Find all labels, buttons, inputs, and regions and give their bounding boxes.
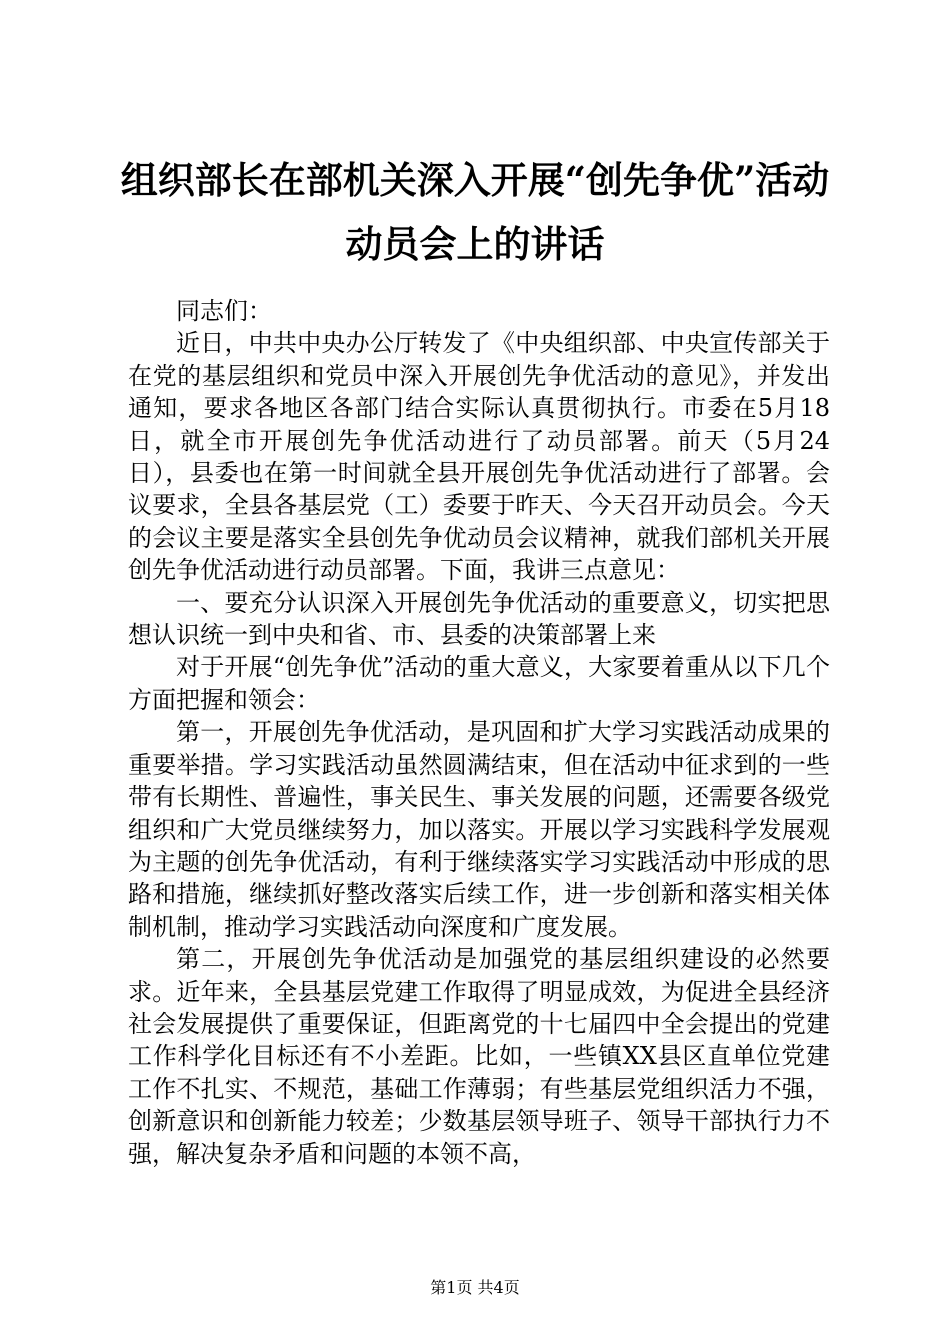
- body-paragraph: 第一，开展创先争优活动，是巩固和扩大学习实践活动成果的重要举措。学习实践活动虽然圆满结束，但在活动中征求到的一些带有长期性、普遍性，事关民生、事关发展的问题，还需要各级党组织和广大党员继续努力，加以落实。开展以学习实践科学发展观为主题的创先争优活动，有利于继续落实学习实践活动中形成的思路和措施，继续抓好整改落实后续工作，进一步创新和落实相关体制机制，推动学习实践活动向深度和广度发展。: [128, 718, 830, 941]
- document-title-line2: 动员会上的讲话: [345, 222, 605, 266]
- section-heading: 一、要充分认识深入开展创先争优活动的重要意义，切实把思想认识统一到中央和省、市、县委的决策部署上来: [128, 588, 830, 650]
- body-paragraph: 第二，开展创先争优活动是加强党的基层组织建设的必然要求。近年来，全县基层党建工作取得了明显成效，为促进全县经济社会发展提供了重要保证，但距离党的十七届四中全会提出的党建工作科学化目标还有不小差距。比如，一些镇XX县区直单位党建工作不扎实、不规范，基础工作薄弱；有些基层党组织活力不强，创新意识和创新能力较差；少数基层领导班子、领导干部执行力不强，解决复杂矛盾和问题的本领不高，: [128, 945, 830, 1168]
- page-number-footer: 第1页 共4页: [430, 1278, 520, 1297]
- body-paragraph: 近日，中共中央办公厅转发了《中央组织部、中央宣传部关于在党的基层组织和党员中深入开展创先争优活动的意见》，并发出通知，要求各地区各部门结合实际认真贯彻执行。市委在5月18日，就全市开展创先争优活动进行了动员部署。前天（5月24日），县委也在第一时间就全县开展创先争优活动进行了部署。会议要求，全县各基层党（工）委要于昨天、今天召开动员会。今天的会议主要是落实全县创先争优动员会议精神，就我们部机关开展创先争优活动进行动员部署。下面，我讲三点意见：: [128, 329, 830, 585]
- document-title-line1: 组织部长在部机关深入开展“创先争优”活动: [120, 158, 830, 202]
- salutation: 同志们：: [176, 297, 272, 325]
- body-paragraph: 对于开展“创先争优”活动的重大意义，大家要着重从以下几个方面把握和领会：: [128, 653, 830, 714]
- document-body: [128, 295, 830, 1170]
